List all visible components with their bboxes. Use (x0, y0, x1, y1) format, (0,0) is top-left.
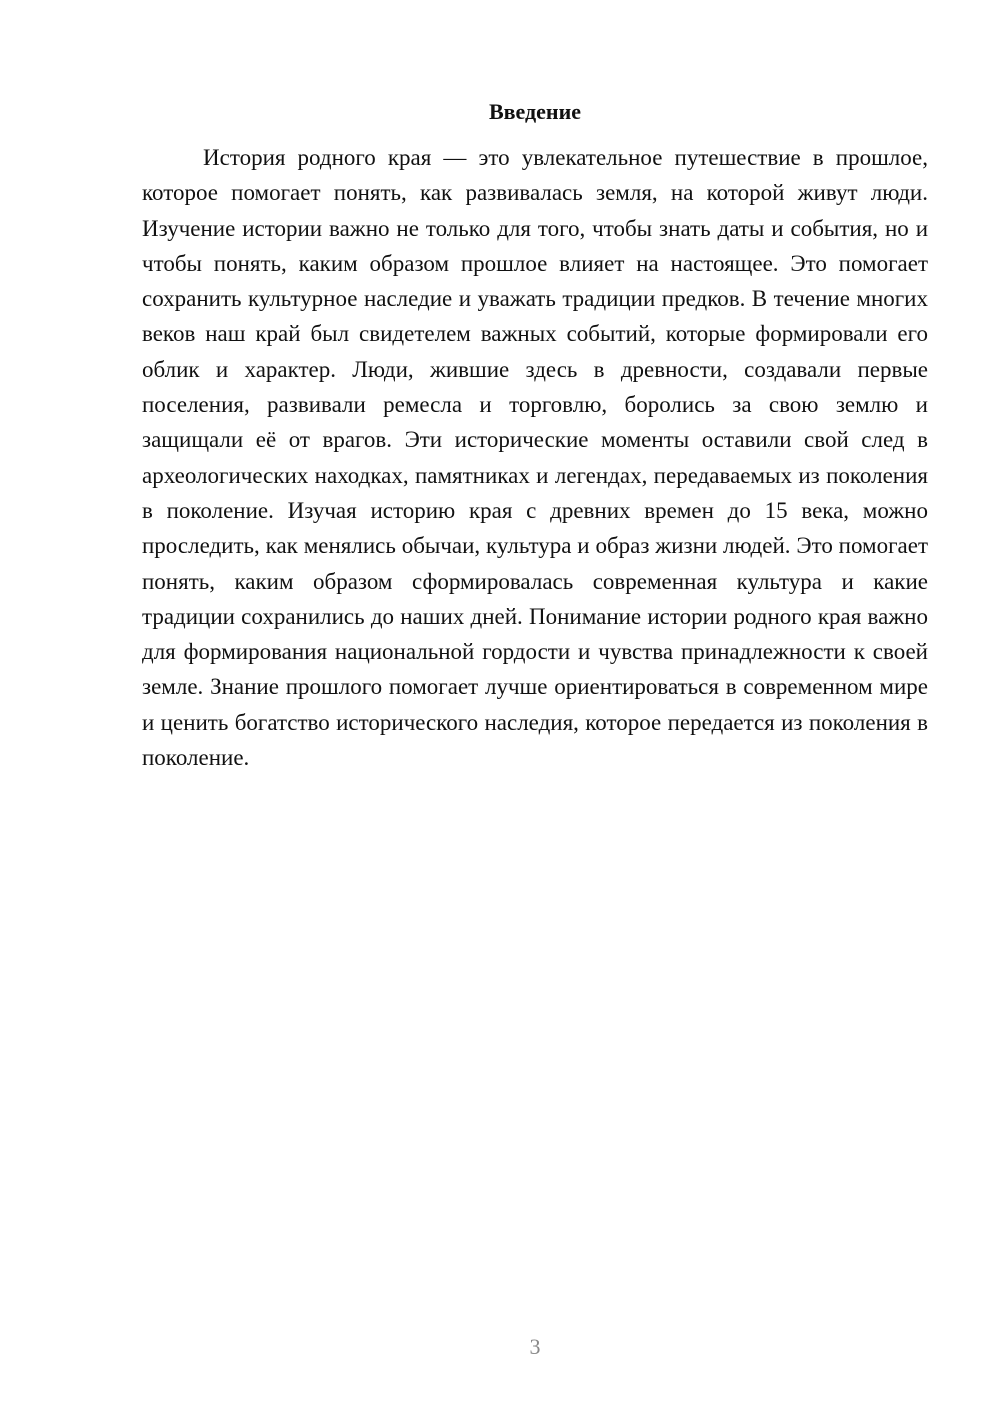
body-paragraph: История родного края — это увлекательное путешествие в прошлое, которое помогает понять, как развивалась земля, на которой живут люди. Изучение истории важно не только для того, чтобы знать даты и события, но и чтобы понять, каким образом прошлое влияет на настоящее. Это помогает сохранить культурное наследие и уважать традиции предков. В течение многих веков наш край был свидетелем важных событий, которые формировали его облик и характер. Люди, жившие здесь в древности, создавали первые поселения, развивали ремесла и торговлю, боролись за свою землю и защищали её от врагов. Эти исторические моменты оставили свой след в археологических находках, памятниках и легендах, передаваемых из поколения в поколение. Изучая историю края с древних времен до 15 века, можно проследить, как менялись обычаи, культура и образ жизни людей. Это помогает понять, каким образом сформировалась современная культура и какие традиции сохранились до наших дней. Понимание истории родного края важно для формирования национальной гордости и чувства принадлежности к своей земле. Знание прошлого помогает лучше ориентироваться в современном мире и ценить богатство исторического наследия, которое передается из поколения в поколение. (142, 145, 928, 771)
section-heading: Введение (488, 99, 582, 124)
page-number: 3 (529, 1334, 541, 1359)
